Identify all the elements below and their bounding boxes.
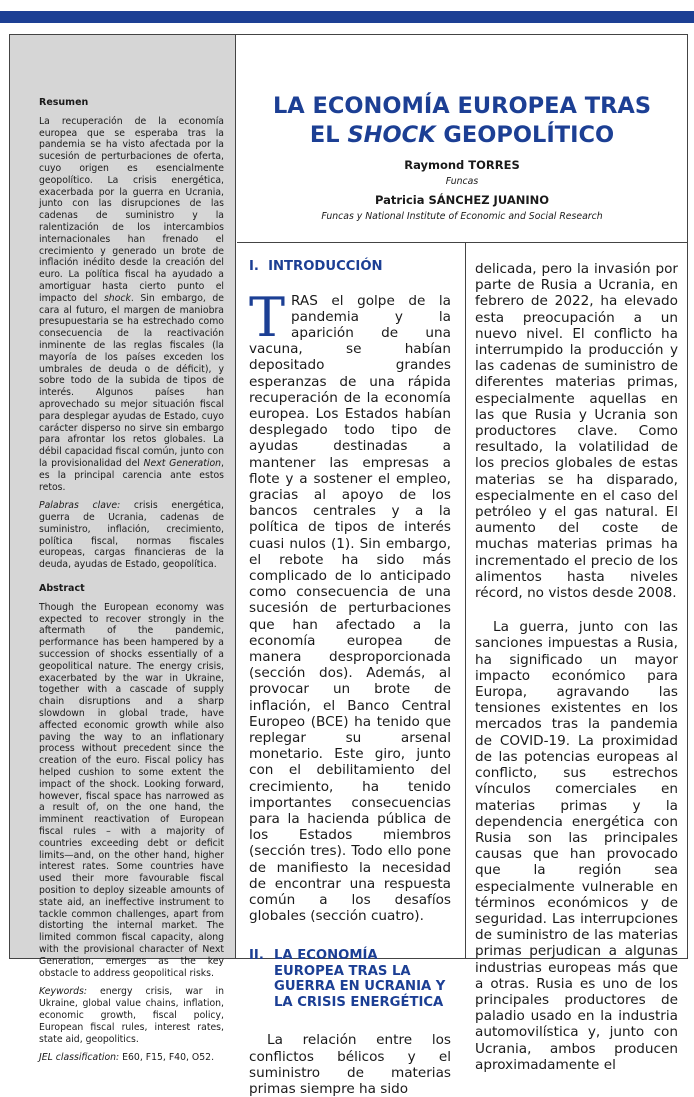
paragraph: La guerra, junto con las sanciones impuestas a Rusia, ha significado un mayor impacto económico para Europa, agravando las tensiones existentes en los mercados tras la pandemia de COVID-19. La proximidad de las potencias europeas al conflicto, sus estrechos vínculos comerciales en materias primas y la dependencia energética con Rusia son las principales causas que han provocado que la región sea especialmente vulnerable en términos económicos y de seguridad. Las interrupciones de suministro de las materias primas perjudican a algunas industrias europeas más que a otras. Rusia es uno de los principales productores de paladio usado en la industria automovilística y, junto con Ucrania, ambos producen aproximadamente el	[475, 619, 678, 1073]
author-name: Patricia SÁNCHEZ JUANINO	[374, 193, 550, 207]
author-affiliation: Funcas y National Institute of Economic and Social Research	[321, 211, 603, 222]
article-title: LA ECONOMÍA EUROPEA TRAS EL SHOCK GEOPOLÍTICO	[272, 93, 652, 148]
paragraph: La relación entre los conflictos bélicos y el suministro de materias primas siempre ha sido	[249, 1032, 451, 1097]
resumen-block	[39, 97, 224, 571]
abstract-block	[39, 583, 224, 1064]
drop-cap: T	[249, 285, 286, 349]
abstract-text: Though the European economy was expected to recover strongly in the aftermath of the pandemic, performance has been hampered by a succession of shocks essentially of a geopolitical nature. The energy crisis, exacerbated by the war in Ukraine, together with a cascade of supply chain disruptions and a sharp slowdown in global trade, have affected economic growth while also paving the way to an inflationary process without precedent since the creation of the euro. Fiscal policy has helped cushion to some extent the impact of the shock. Looking forward, however, fiscal space has narrowed as a result of, on the one hand, the imminent reactivation of European fiscal rules – with a majority of countries exceeding debt or deficit limits—and, on the other hand, higher interest rates. Some countries have used their more favourable fiscal position to deploy sizeable amounts of state aid, an ineffective instrument to tackle common challenges, apart from distorting the internal market. The limited common fiscal capacity, along with the provisional character of Next Generation, emerges as the key obstacle to address geopolitical risks.	[39, 601, 224, 979]
article-header	[237, 35, 687, 243]
resumen-text: La recuperación de la economía europea que se esperaba tras la pandemia se ha visto afectada por la sucesión de perturbaciones de oferta, cuyo origen es esencialmente geopolítico. La crisis energética, exacerbada por la guerra en Ucrania, junto con las disrupciones de las cadenas de suministro y la ralentización de los intercambios internacionales han frenado el crecimiento y generado un brote de inflación inédito desde la creación del euro. La política fiscal ha ayudado a amortiguar hasta cierto punto el impacto del shock. Sin embargo, de cara al futuro, el margen de maniobra presupuestaria se ha estrechado como consecuencia de la reactivación inminente de las reglas fiscales (la mayoría de los países exceden los umbrales de deuda o de déficit), y sobre todo de la subida de tipos de interés. Algunos países han aprovechado su mejor situación fiscal para desplegar ayudas de Estado, cuyo carácter disperso no sirve sin embargo para afrontar los retos globales. La débil capacidad fiscal común, junto con la provisionalidad del Next Generation, es la principal carencia ante estos retos.	[39, 115, 224, 493]
paragraph: delicada, pero la invasión por parte de Rusia a Ucrania, en febrero de 2022, ha elevado esta preocupación a un nuevo nivel. El conflicto ha interrumpido la producción y las cadenas de suministro de diferentes materias primas, especialmente aquellas en las que Rusia y Ucrania son productores clave. Como resultado, la volatilidad de los precios globales de estas materias se ha disparado, especialmente en el caso del petróleo y el gas natural. El aumento del coste de muchas materias primas ha incrementado el precio de los alimentos hasta niveles récord, no vistos desde 2008.	[475, 261, 678, 602]
section-heading: I. INTRODUCCIÓN	[249, 259, 383, 274]
author-affiliation: Funcas	[445, 176, 479, 187]
abstract-heading: Abstract	[39, 583, 85, 595]
jel-classification: JEL classification: E60, F15, F40, O52.	[39, 1052, 215, 1064]
author-name: Raymond TORRES	[404, 158, 520, 172]
body-column-left	[237, 243, 466, 1097]
abstract-keywords: Keywords: energy crisis, war in Ukraine, global value chains, inflation, economic growth, fiscal policy, European fiscal rules, interest rates, state aid, geopolitics.	[39, 986, 224, 1045]
paragraph: TRAS el golpe de la pandemia y la aparición de una vacuna, se habían depositado grandes esperanzas de una rápida recuperación de la economía europea. Los Estados habían desplegado todo tipo de ayudas destinadas a mantener las empresas a flote y a sostener el empleo, gracias al apoyo de los bancos centrales y a la política de tipos de interés cuasi nulos (1). Sin embargo, el rebote ha sido más complicado de lo anticipado como consecuencia de una sucesión de perturbaciones que han afectado a la economía europea de manera desproporcionada (sección dos). Además, al provocar un brote de inflación, el Banco Central Europeo (BCE) ha tenido que replegar su arsenal monetario. Este giro, junto con el debilitamiento del crecimiento, ha tenido importantes consecuencias para la hacienda pública de los Estados miembros (sección tres). Todo ello pone de manifiesto la necesidad de encontrar una respuesta común a los desafíos globales (sección cuatro).	[249, 285, 451, 925]
resumen-keywords: Palabras clave: crisis energética, guerra de Ucrania, cadenas de suministro, inflación, crecimiento, política fiscal, normas fiscales europeas, cargas financieras de la deuda, ayudas de Estado, geopolítica.	[39, 500, 224, 571]
body-column-right	[466, 243, 687, 1073]
top-color-bar	[0, 11, 694, 23]
abstract-sidebar	[10, 35, 236, 1064]
section-heading: II. LA ECONOMÍA EUROPEA TRAS LA GUERRA EN UCRANIA Y LA CRISIS ENERGÉTICA	[249, 948, 446, 1010]
resumen-heading: Resumen	[39, 97, 89, 108]
